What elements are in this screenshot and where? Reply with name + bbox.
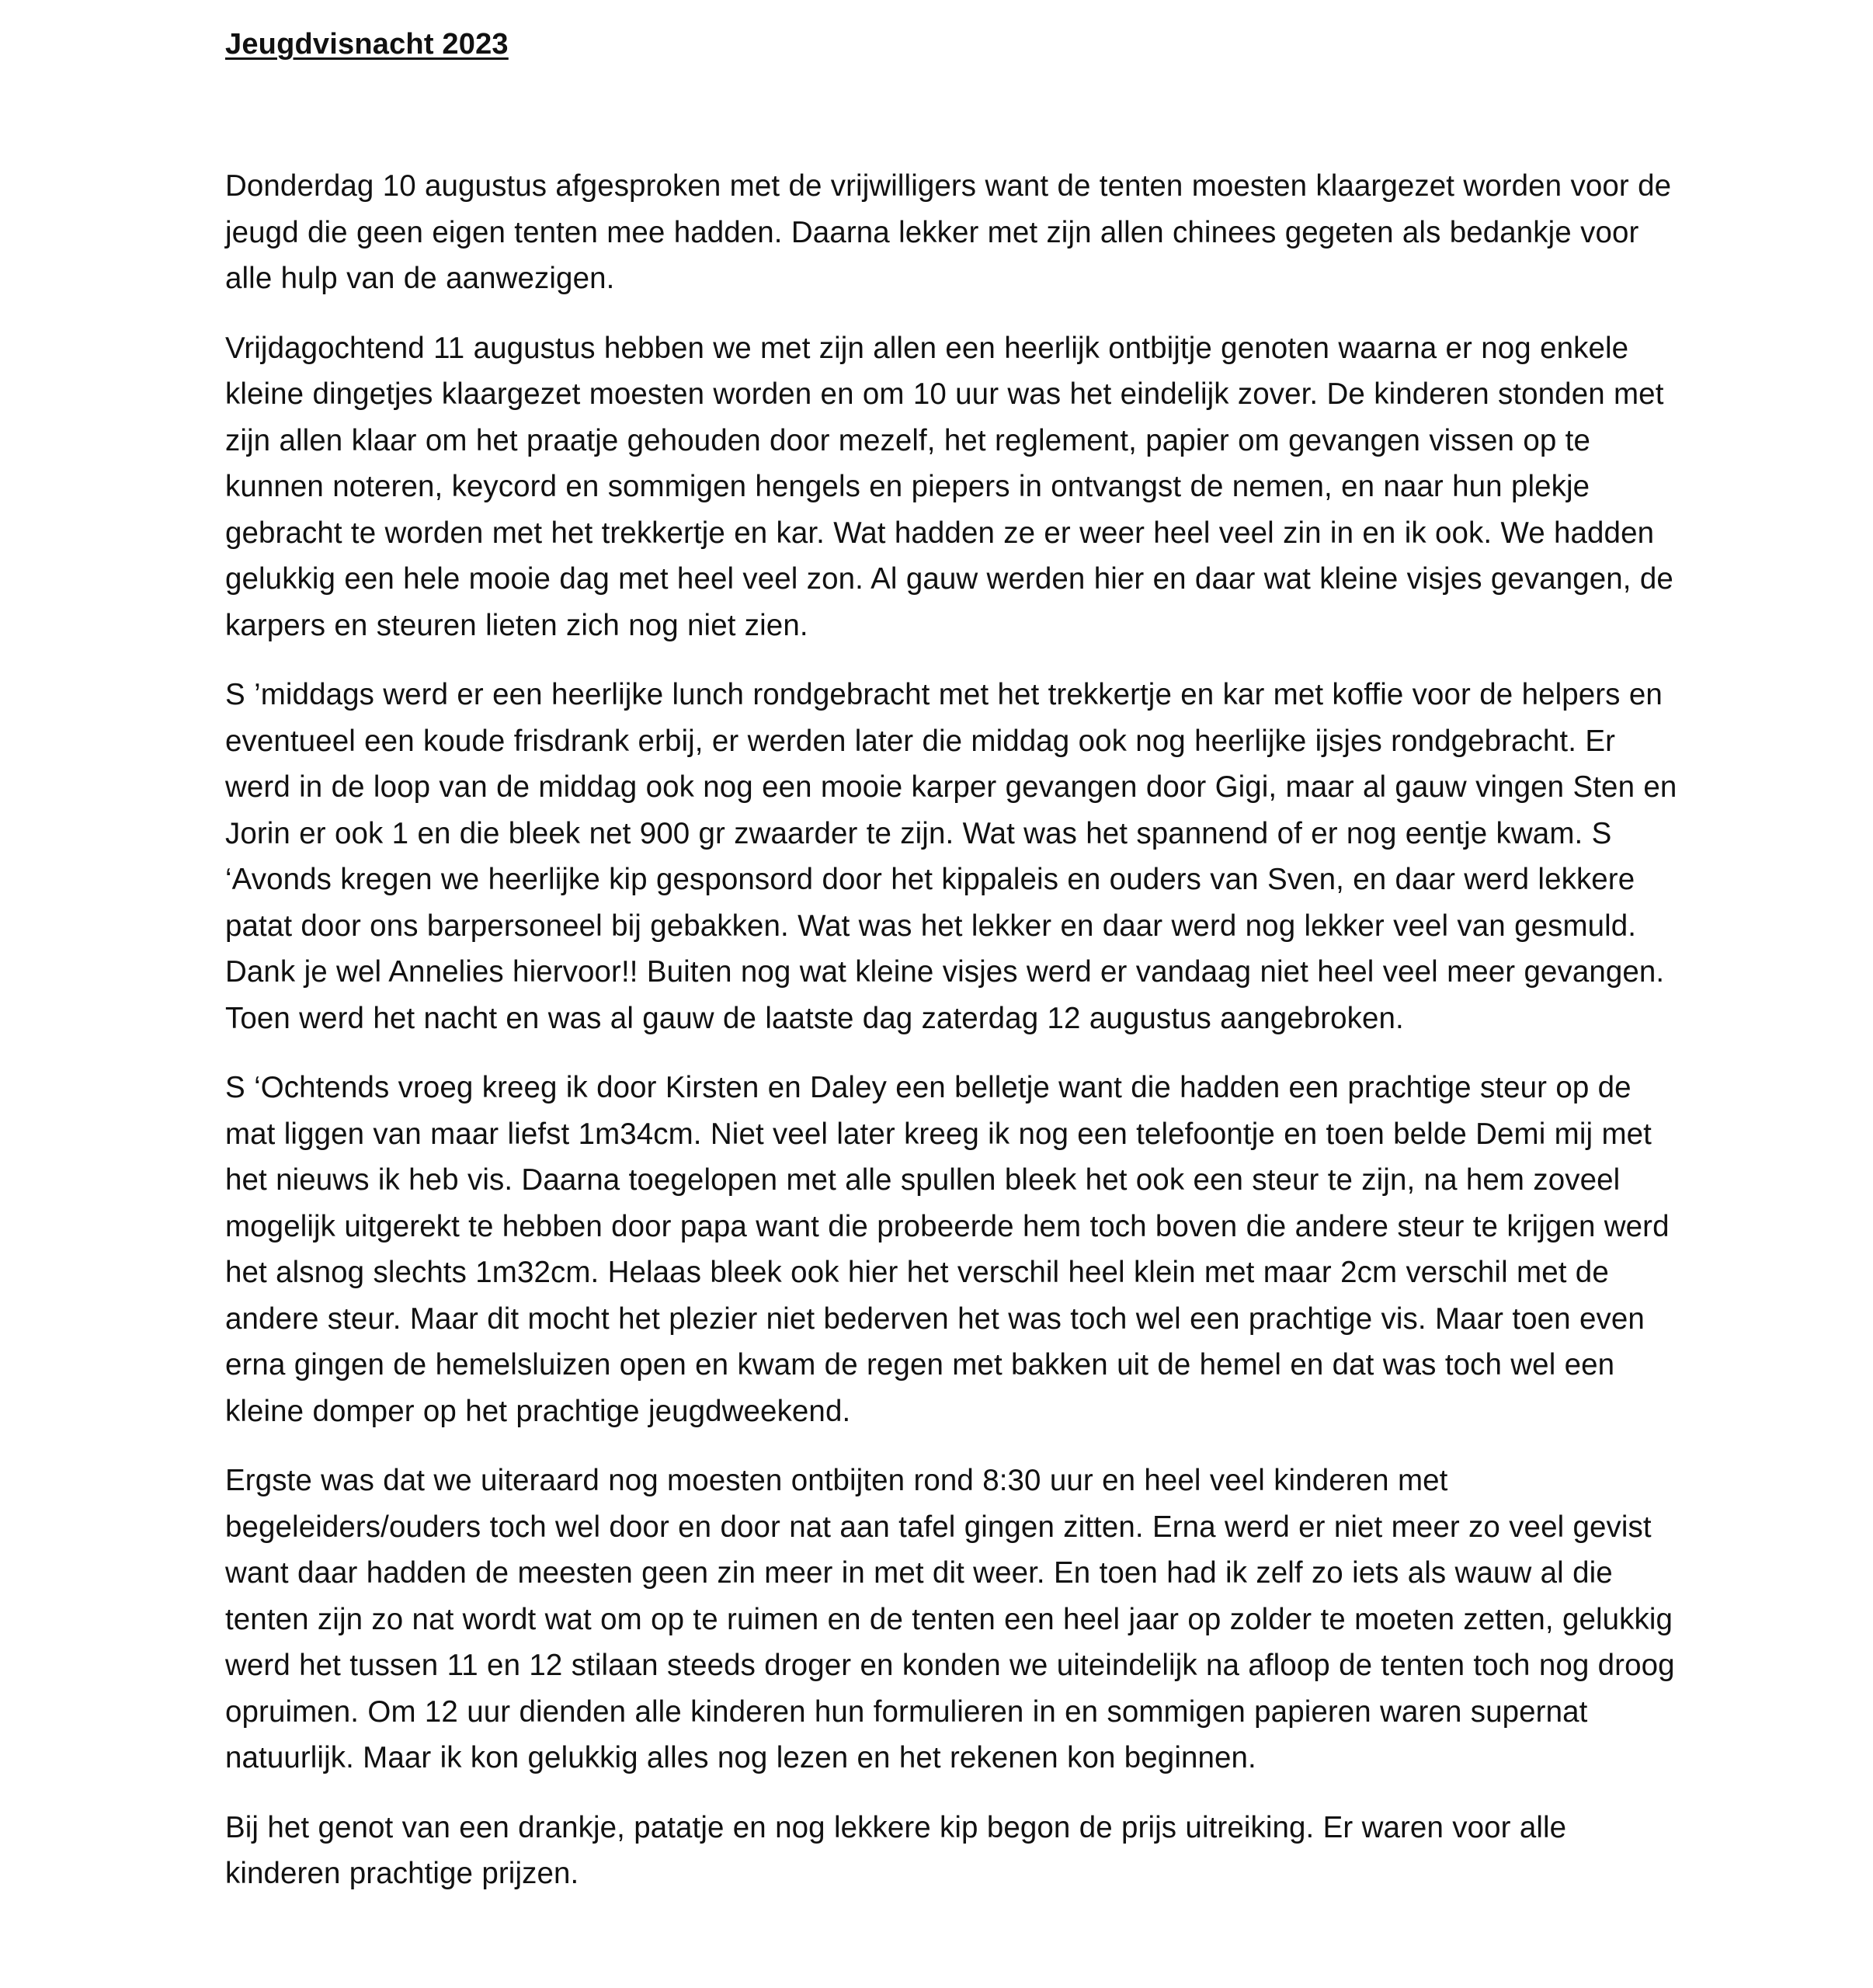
paragraph-6: Bij het genot van een drankje, patatje en nog lekkere kip begon de prijs uitreiking. Er waren voor alle kinderen prachtige prijzen.	[225, 1810, 1567, 1890]
paragraph-1: Donderdag 10 augustus afgesproken met de vrijwilligers want de tenten moesten klaargezet worden voor de jeugd die geen eigen tenten mee hadden. Daarna lekker met zijn allen chinees gegeten als bedankje voor alle hulp van de aanwezigen.	[225, 169, 1672, 295]
paragraph-3: S ’middags werd er een heerlijke lunch rondgebracht met het trekkertje en kar met koffie voor de helpers en eventueel een koude frisdrank erbij, er werden later die middag ook nog heerlijke ijsjes rondgebracht. Er werd in de loop van de middag ook nog een mooie karper gevangen door Gigi, maar al gauw vingen Sten en Jorin er ook 1 en die bleek net 900 gr zwaarder te zijn. Wat was het spannend of er nog eentje kwam. S ‘Avonds kregen we heerlijke kip gesponsord door het kippaleis en ouders van Sven, en daar werd lekkere patat door ons barpersoneel bij gebakken. Wat was het lekker en daar werd nog lekker veel van gesmuld. Dank je wel Annelies hiervoor!! Buiten nog wat kleine visjes werd er vandaag niet heel veel meer gevangen. Toen werd het nacht en was al gauw de laatste dag zaterdag 12 augustus aangebroken.	[225, 678, 1677, 1035]
paragraph-2: Vrijdagochtend 11 augustus hebben we met zijn allen een heerlijk ontbijtje genoten waarna er nog enkele kleine dingetjes klaargezet moesten worden en om 10 uur was het eindelijk zover. De kinderen stonden met zijn allen klaar om het praatje gehouden door mezelf, het reglement, papier om gevangen vissen op te kunnen noteren, keycord en sommigen hengels en piepers in ontvangst de nemen, en naar hun plekje gebracht te worden met het trekkertje en kar. Wat hadden ze er weer heel veel zin in en ik ook. We hadden gelukkig een hele mooie dag met heel veel zon. Al gauw werden hier en daar wat kleine visjes gevangen, de karpers en steuren lieten zich nog niet zien.	[225, 331, 1673, 642]
paragraph-4: S ‘Ochtends vroeg kreeg ik door Kirsten en Daley een belletje want die hadden een prachtige steur op de mat liggen van maar liefst 1m34cm. Niet veel later kreeg ik nog een telefoontje en toen belde Demi mij met het nieuws ik heb vis. Daarna toegelopen met alle spullen bleek het ook een steur te zijn, na hem zoveel mogelijk uitgerekt te hebben door papa want die probeerde hem toch boven die andere steur te krijgen werd het alsnog slechts 1m32cm. Helaas bleek ook hier het verschil heel klein met maar 2cm verschil met de andere steur. Maar dit mocht het plezier niet bederven het was toch wel een prachtige vis. Maar toen even erna gingen de hemelsluizen open en kwam de regen met bakken uit de hemel en dat was toch wel een kleine domper op het prachtige jeugdweekend.	[225, 1071, 1670, 1428]
document-title: Jeugdvisnacht 2023	[225, 28, 509, 61]
document-body	[225, 17, 1677, 1920]
paragraph-5: Ergste was dat we uiteraard nog moesten ontbijten rond 8:30 uur en heel veel kinderen met begeleiders/ouders toch wel door en door nat aan tafel gingen zitten. Erna werd er niet meer zo veel gevist want daar hadden de meesten geen zin meer in met dit weer. En toen had ik zelf zo iets als wauw al die tenten zijn zo nat wordt wat om op te ruimen en de tenten een heel jaar op zolder te moeten zetten, gelukkig werd het tussen 11 en 12 stilaan steeds droger en konden we uiteindelijk na afloop de tenten toch nog droog opruimen. Om 12 uur dienden alle kinderen hun formulieren in en sommigen papieren waren supernat natuurlijk. Maar ik kon gelukkig alles nog lezen en het rekenen kon beginnen.	[225, 1464, 1675, 1774]
